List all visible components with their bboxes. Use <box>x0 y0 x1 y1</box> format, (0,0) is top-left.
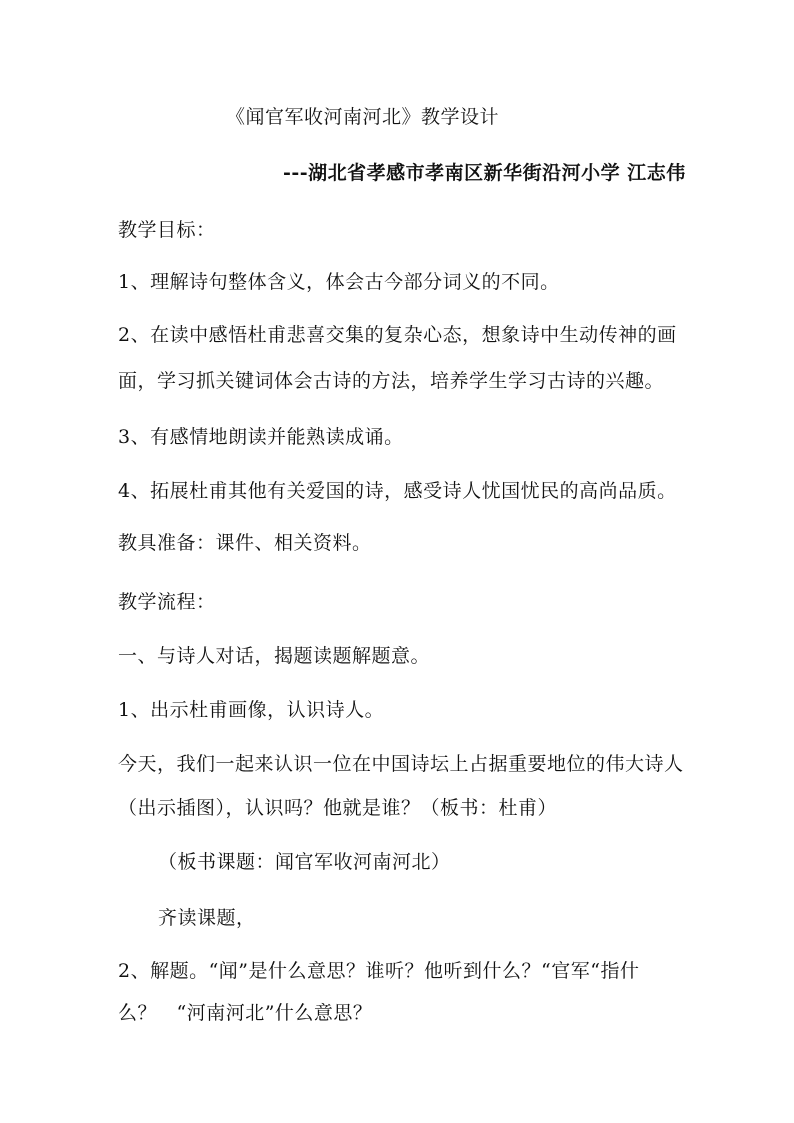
goal-4: 4、拓展杜甫其他有关爱国的诗，感受诗人忧国忧民的高尚品质。 <box>118 480 677 502</box>
step-1: 1、出示杜甫画像，认识诗人。 <box>118 699 385 721</box>
paragraph-1-line-1: 今天，我们一起来认识一位在中国诗坛上占据重要地位的伟大诗人 <box>118 753 684 775</box>
goals-heading: 教学目标： <box>118 219 216 241</box>
paragraph-1-line-2: （出示插图），认识吗？他就是谁？（板书：杜甫） <box>118 797 558 819</box>
step-2-line-1: 2、解题。“闻”是什么意思？谁听？他听到什么？“官军“指什 <box>118 960 640 982</box>
step-2-line-2: 么？ “河南河北”什么意思？ <box>118 1002 373 1024</box>
document-title: 《闻官军收河南河北》教学设计 <box>226 106 500 128</box>
goal-2-line-2: 面，学习抓关键词体会古诗的方法，培养学生学习古诗的兴趣。 <box>118 370 665 392</box>
section-1: 一、与诗人对话，揭题读题解题意。 <box>118 645 431 667</box>
prep-line: 教具准备：课件、相关资料。 <box>118 532 372 554</box>
process-heading: 教学流程： <box>118 591 216 613</box>
read-title: 齐读课题， <box>158 907 256 929</box>
goal-3: 3、有感情地朗读并能熟读成诵。 <box>118 426 404 448</box>
board-title: （板书课题：闻官军收河南河北） <box>158 851 451 873</box>
author-line: ---湖北省孝感市孝南区新华街沿河小学 江志伟 <box>283 162 686 184</box>
goal-1: 1、理解诗句整体含义，体会古今部分词义的不同。 <box>118 271 560 293</box>
goal-2-line-1: 2、在读中感悟杜甫悲喜交集的复杂心态，想象诗中生动传神的画 <box>118 324 677 346</box>
